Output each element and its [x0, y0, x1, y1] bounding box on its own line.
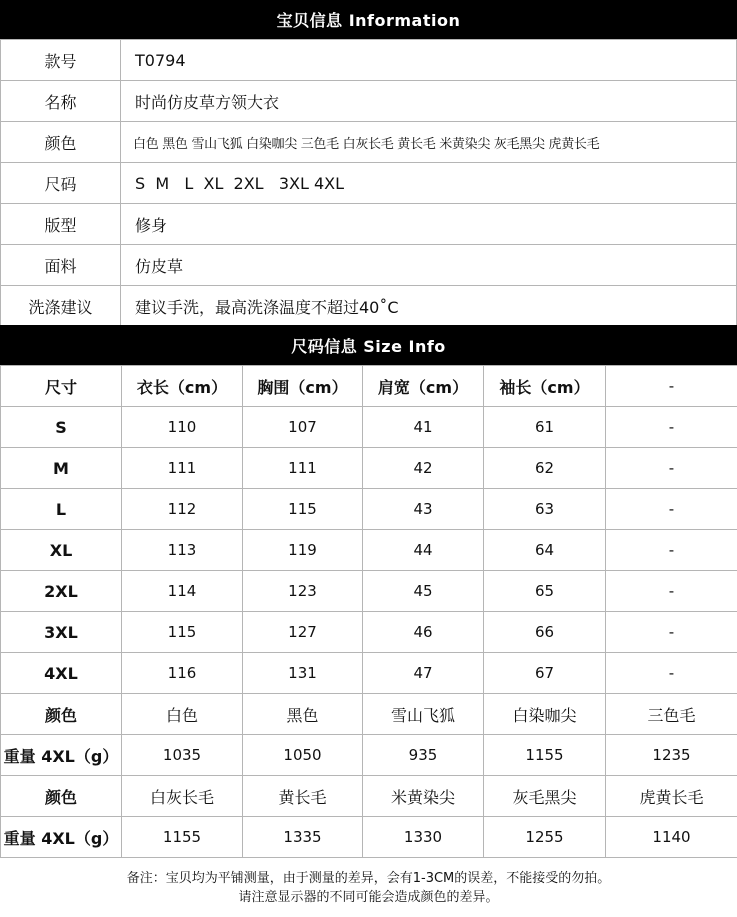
- table-cell: 131: [243, 653, 363, 694]
- table-row: [1, 407, 737, 448]
- table-row: [1, 530, 737, 571]
- weight-cell: 1140: [606, 817, 737, 858]
- weight-cell: 935: [363, 735, 484, 776]
- information-header-bar: [0, 0, 737, 39]
- table-cell: 119: [243, 530, 363, 571]
- color-cell: 白染咖尖: [484, 694, 606, 735]
- info-row-fabric: [1, 245, 737, 286]
- info-value: S M L XL 2XL 3XL 4XL: [121, 163, 737, 204]
- table-cell: 41: [363, 407, 484, 448]
- table-header-cell: 衣长（cm）: [122, 366, 243, 407]
- table-row: [1, 571, 737, 612]
- weight-row: [1, 735, 737, 776]
- remark-note: [0, 869, 737, 907]
- info-key: 尺码: [1, 163, 121, 204]
- info-key: 颜色: [1, 122, 121, 163]
- size-table: [0, 365, 737, 858]
- info-row-name: [1, 81, 737, 122]
- info-value: 白色 黑色 雪山飞狐 白染咖尖 三色毛 白灰长毛 黄长毛 米黄染尖 灰毛黑尖 虎黄长毛: [121, 122, 737, 163]
- color-cell: 灰毛黑尖: [484, 776, 606, 817]
- size-label: XL: [1, 530, 122, 571]
- weight-cell: 1050: [243, 735, 363, 776]
- size-label: M: [1, 448, 122, 489]
- size-label: L: [1, 489, 122, 530]
- table-cell: 123: [243, 571, 363, 612]
- table-cell: 127: [243, 612, 363, 653]
- table-cell: 64: [484, 530, 606, 571]
- table-row: [1, 653, 737, 694]
- info-key: 洗涤建议: [1, 286, 121, 327]
- info-row-color: [1, 122, 737, 163]
- color-label: 颜色: [1, 694, 122, 735]
- table-cell: 111: [243, 448, 363, 489]
- color-row: [1, 694, 737, 735]
- table-cell: 63: [484, 489, 606, 530]
- table-cell: 44: [363, 530, 484, 571]
- table-row: [1, 612, 737, 653]
- table-cell: 110: [122, 407, 243, 448]
- table-cell: 46: [363, 612, 484, 653]
- table-cell: 113: [122, 530, 243, 571]
- table-cell: 47: [363, 653, 484, 694]
- table-cell: -: [606, 530, 737, 571]
- info-value: 时尚仿皮草方领大衣: [121, 81, 737, 122]
- table-cell: 62: [484, 448, 606, 489]
- color-cell: 雪山飞狐: [363, 694, 484, 735]
- table-cell: 42: [363, 448, 484, 489]
- info-value: 建议手洗，最高洗涤温度不超过40˚C: [121, 286, 737, 327]
- info-key: 面料: [1, 245, 121, 286]
- table-cell: -: [606, 653, 737, 694]
- table-cell: 115: [122, 612, 243, 653]
- table-cell: -: [606, 407, 737, 448]
- table-cell: 65: [484, 571, 606, 612]
- table-header-cell: -: [606, 366, 737, 407]
- table-cell: -: [606, 571, 737, 612]
- size-info-header-bar: [0, 325, 737, 365]
- information-title: 宝贝信息 Information: [276, 11, 461, 30]
- size-header-row: [1, 366, 737, 407]
- size-label: 2XL: [1, 571, 122, 612]
- table-header-cell: 胸围（cm）: [243, 366, 363, 407]
- color-cell: 米黄染尖: [363, 776, 484, 817]
- color-cell: 黄长毛: [243, 776, 363, 817]
- table-cell: 61: [484, 407, 606, 448]
- color-cell: 白色: [122, 694, 243, 735]
- weight-cell: 1335: [243, 817, 363, 858]
- remark-line-1: 备注：宝贝均为平铺测量，由于测量的差异，会有1-3CM的误差，不能接受的勿拍。: [126, 871, 611, 886]
- info-value: T0794: [121, 40, 737, 81]
- info-key: 名称: [1, 81, 121, 122]
- table-cell: -: [606, 448, 737, 489]
- info-value: 修身: [121, 204, 737, 245]
- table-cell: -: [606, 612, 737, 653]
- color-cell: 三色毛: [606, 694, 737, 735]
- table-header-cell: 肩宽（cm）: [363, 366, 484, 407]
- weight-label: 重量 4XL（g）: [1, 735, 122, 776]
- table-cell: 115: [243, 489, 363, 530]
- color-cell: 黑色: [243, 694, 363, 735]
- size-label: 3XL: [1, 612, 122, 653]
- info-row-style-number: [1, 40, 737, 81]
- info-key: 款号: [1, 40, 121, 81]
- table-header-cell: 袖长（cm）: [484, 366, 606, 407]
- table-cell: 67: [484, 653, 606, 694]
- table-cell: 66: [484, 612, 606, 653]
- table-cell: 116: [122, 653, 243, 694]
- weight-cell: 1255: [484, 817, 606, 858]
- weight-cell: 1155: [484, 735, 606, 776]
- table-cell: -: [606, 489, 737, 530]
- table-cell: 114: [122, 571, 243, 612]
- weight-cell: 1155: [122, 817, 243, 858]
- size-label: 4XL: [1, 653, 122, 694]
- color-label: 颜色: [1, 776, 122, 817]
- weight-row: [1, 817, 737, 858]
- info-row-washing: [1, 286, 737, 327]
- remark-line-2: 请注意显示器的不同可能会造成颜色的差异。: [238, 890, 499, 905]
- table-cell: 43: [363, 489, 484, 530]
- size-info-title: 尺码信息 Size Info: [291, 336, 446, 356]
- table-header-cell: 尺寸: [1, 366, 122, 407]
- table-row: [1, 448, 737, 489]
- info-key: 版型: [1, 204, 121, 245]
- weight-cell: 1035: [122, 735, 243, 776]
- table-cell: 107: [243, 407, 363, 448]
- color-cell: 虎黄长毛: [606, 776, 737, 817]
- size-label: S: [1, 407, 122, 448]
- color-cell: 白灰长毛: [122, 776, 243, 817]
- info-row-fit: [1, 204, 737, 245]
- weight-label: 重量 4XL（g）: [1, 817, 122, 858]
- weight-cell: 1235: [606, 735, 737, 776]
- table-cell: 111: [122, 448, 243, 489]
- table-row: [1, 489, 737, 530]
- product-info-table: [0, 39, 737, 327]
- table-cell: 45: [363, 571, 484, 612]
- table-cell: 112: [122, 489, 243, 530]
- info-row-sizes: [1, 163, 737, 204]
- info-value: 仿皮草: [121, 245, 737, 286]
- color-row: [1, 776, 737, 817]
- weight-cell: 1330: [363, 817, 484, 858]
